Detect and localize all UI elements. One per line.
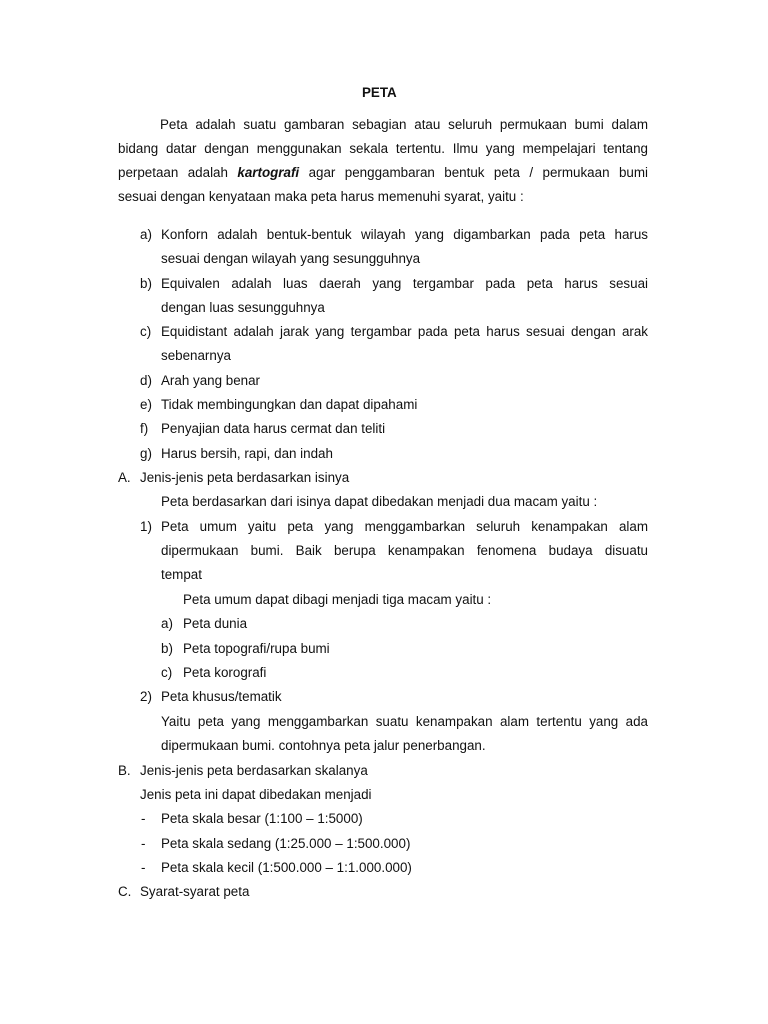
list-marker: a) (140, 227, 152, 242)
list-item-continued: sebenarnya (161, 348, 231, 363)
peta-umum-line-1 (161, 518, 648, 536)
peta-khusus-line-1 (161, 713, 648, 731)
intro-line-3-pre: perpetaan adalah (118, 165, 228, 180)
list-marker: b) (161, 641, 173, 656)
list-item: Peta skala besar (1:100 – 1:5000) (161, 811, 363, 826)
list-item: Arah yang benar (161, 373, 261, 388)
list-item: Peta skala sedang (1:25.000 – 1:500.000) (161, 836, 411, 851)
intro-line-2-text: bidang datar dengan menggunakan sekala tertentu. Ilmu yang mempelajari tentang (118, 141, 648, 156)
list-item: Harus bersih, rapi, dan indah (161, 446, 333, 461)
intro-line-3-text (118, 164, 648, 182)
list-marker: e) (140, 397, 152, 412)
list-marker: b) (140, 276, 152, 291)
list-item: Peta skala kecil (1:500.000 – 1:1.000.000) (161, 860, 412, 875)
section-a-intro: Peta berdasarkan dari isinya dapat dibedakan menjadi dua macam yaitu : (161, 494, 598, 509)
list-item (161, 226, 648, 244)
list-item-text: Equivalen adalah luas daerah yang tergambar pada peta harus sesuai (161, 276, 648, 291)
list-item-continued: dengan luas sesungguhnya (161, 300, 325, 315)
intro-line-4: sesuai dengan kenyataan maka peta harus memenuhi syarat, yaitu : (118, 189, 524, 204)
peta-umum-sub-intro: Peta umum dapat dibagi menjadi tiga macam yaitu : (183, 592, 492, 607)
section-a-marker: A. (118, 470, 131, 485)
section-a-heading: Jenis-jenis peta berdasarkan isinya (140, 470, 350, 485)
intro-line-2 (118, 140, 648, 158)
list-item: Peta dunia (183, 616, 248, 631)
list-marker: - (141, 860, 146, 875)
list-marker: d) (140, 373, 152, 388)
list-marker: g) (140, 446, 152, 461)
section-b-marker: B. (118, 763, 131, 778)
list-marker: - (141, 836, 146, 851)
list-marker: a) (161, 616, 173, 631)
section-c-heading: Syarat-syarat peta (140, 884, 250, 899)
section-b-intro: Jenis peta ini dapat dibedakan menjadi (140, 787, 372, 802)
list-marker: - (141, 811, 146, 826)
peta-umum-line-3: tempat (161, 567, 202, 582)
kartografi-term: kartografi (237, 165, 300, 180)
peta-khusus-line-2: dipermukaan bumi. contohnya peta jalur penerbangan. (161, 738, 486, 753)
peta-khusus-label: Peta khusus/tematik (161, 689, 282, 704)
section-c-marker: C. (118, 884, 132, 899)
list-item: Peta korografi (183, 665, 267, 680)
peta-umum-line-2 (161, 542, 648, 560)
intro-line-1-text: Peta adalah suatu gambaran sebagian atau seluruh permukaan bumi dalam (160, 117, 648, 132)
section-b-heading: Jenis-jenis peta berdasarkan skalanya (140, 763, 368, 778)
list-item: Peta topografi/rupa bumi (183, 641, 330, 656)
intro-line-3 (118, 164, 648, 182)
page-title: PETA (362, 85, 397, 100)
intro-line-1 (160, 116, 648, 134)
list-marker: 2) (140, 689, 152, 704)
list-marker: 1) (140, 519, 152, 534)
list-marker: f) (140, 421, 149, 436)
peta-umum-line-2-text: dipermukaan bumi. Baik berupa kenampakan fenomena budaya disuatu (161, 543, 648, 558)
intro-line-3-post: agar penggambaran bentuk peta / permukaan bumi (308, 165, 648, 180)
peta-khusus-line-1-text: Yaitu peta yang menggambarkan suatu kenampakan alam tertentu yang ada (161, 714, 648, 729)
list-item (161, 323, 648, 341)
list-item-text: Konforn adalah bentuk-bentuk wilayah yang digambarkan pada peta harus (161, 227, 648, 242)
list-marker: c) (140, 324, 152, 339)
list-item-text: Equidistant adalah jarak yang tergambar pada peta harus sesuai dengan arak (161, 324, 648, 339)
list-item: Tidak membingungkan dan dapat dipahami (161, 397, 418, 412)
list-marker: c) (161, 665, 173, 680)
list-item (161, 275, 648, 293)
list-item-continued: sesuai dengan wilayah yang sesungguhnya (161, 251, 421, 266)
list-item: Penyajian data harus cermat dan teliti (161, 421, 386, 436)
peta-umum-line-1-text: Peta umum yaitu peta yang menggambarkan seluruh kenampakan alam (161, 519, 648, 534)
